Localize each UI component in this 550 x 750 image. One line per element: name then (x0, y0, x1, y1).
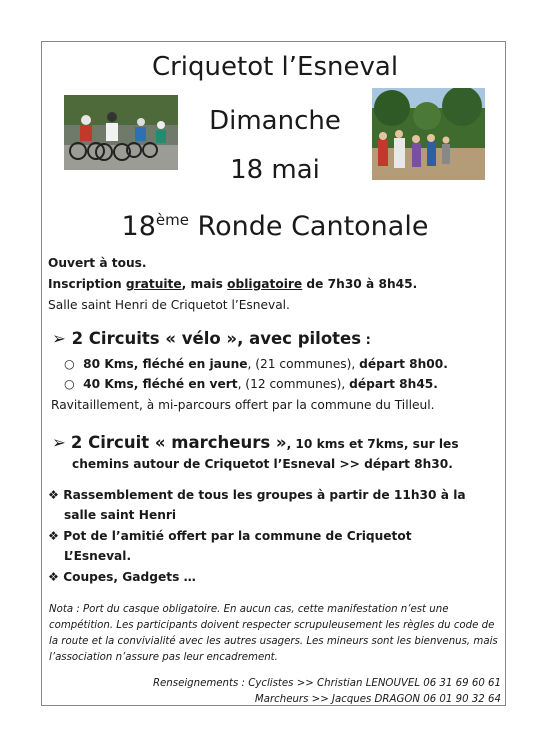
bullet-gathering (48, 488, 466, 502)
diamond-bullet-icon: ❖ (48, 488, 59, 502)
event-suffix: ème (155, 211, 189, 229)
marche-rest-1: , 10 kms et 7kms, sur les (286, 437, 459, 451)
c2-a: 40 Kms, fléché en vert (83, 377, 238, 391)
velo-heading-text: 2 Circuits « vélo », avec pilotes (71, 329, 362, 348)
registration-text (48, 277, 417, 291)
c2-c: départ 8h45. (349, 377, 438, 391)
marche-rest-2: chemins autour de Criquetot l’Esneval >> départ 8h30. (72, 457, 453, 471)
c1-b: , (21 communes), (247, 357, 360, 371)
note-line-1: Nota : Port du casque obligatoire. En aucun cas, cette manifestation n’est une (49, 604, 449, 615)
reg-free: gratuite (125, 277, 182, 291)
note-line-2: compétition. Les participants doivent respecter scrupuleusement les règles du code de (49, 620, 495, 631)
day-title: Dimanche (209, 106, 341, 136)
open-text: Ouvert à tous. (48, 256, 147, 270)
reg-time: 7h30 à 8h45. (327, 277, 418, 291)
b2-l1: Pot de l’amitié offert par la commune de Criquetot (63, 529, 412, 543)
circle-bullet-icon: ○ (64, 377, 75, 391)
c2-b: , (12 communes), (237, 377, 350, 391)
circle-bullet-icon: ○ (64, 357, 75, 371)
venue-text: Salle saint Henri de Criquetot l’Esneval. (48, 298, 290, 312)
marche-heading-text: 2 Circuit « marcheurs » (70, 433, 287, 452)
velo-circuit-1 (64, 357, 448, 371)
date-title: 18 mai (230, 155, 320, 185)
diamond-bullet-icon: ❖ (48, 529, 59, 543)
b1-l1: Rassemblement de tous les groupes à partir de 11h30 à la (63, 488, 466, 502)
note-line-4: l’association n’assure pas leur encadrement. (49, 652, 278, 663)
event-name: Ronde Cantonale (188, 211, 429, 242)
arrow-bullet-icon: ➢ (52, 433, 66, 452)
velo-heading-colon: : (361, 333, 371, 348)
reg-part-c: de (302, 277, 328, 291)
c1-a: 80 Kms, fléché en jaune (83, 357, 248, 371)
bullet-drink (48, 529, 412, 543)
contact-cyclists: Renseignements : Cyclistes >> Christian LENOUVEL 06 31 69 60 61 (152, 678, 501, 689)
town-title: Criquetot l’Esneval (151, 52, 399, 82)
contact-walkers: Marcheurs >> Jacques DRAGON 06 01 90 32 64 (254, 694, 501, 705)
velo-heading (52, 329, 371, 348)
note-line-3: la route et la convivialité avec les autres usagers. Les mineurs sont les bienvenus, mais (49, 636, 498, 647)
reg-part-a: Inscription (48, 277, 126, 291)
velo-circuit-2 (64, 377, 438, 391)
event-number: 18 (121, 211, 156, 242)
arrow-bullet-icon: ➢ (52, 329, 66, 348)
marche-heading (52, 433, 459, 452)
refreshment-text: Ravitaillement, à mi-parcours offert par la commune du Tilleul. (51, 398, 435, 412)
b1-l2: salle saint Henri (64, 508, 177, 522)
event-title (0, 211, 550, 242)
b2-l2: L’Esneval. (64, 549, 132, 563)
diamond-bullet-icon: ❖ (48, 570, 59, 584)
b3: Coupes, Gadgets … (63, 570, 196, 584)
bullet-prizes (48, 570, 196, 584)
c1-c: départ 8h00. (359, 357, 448, 371)
reg-part-b: , mais (181, 277, 228, 291)
reg-mandatory: obligatoire (227, 277, 303, 291)
